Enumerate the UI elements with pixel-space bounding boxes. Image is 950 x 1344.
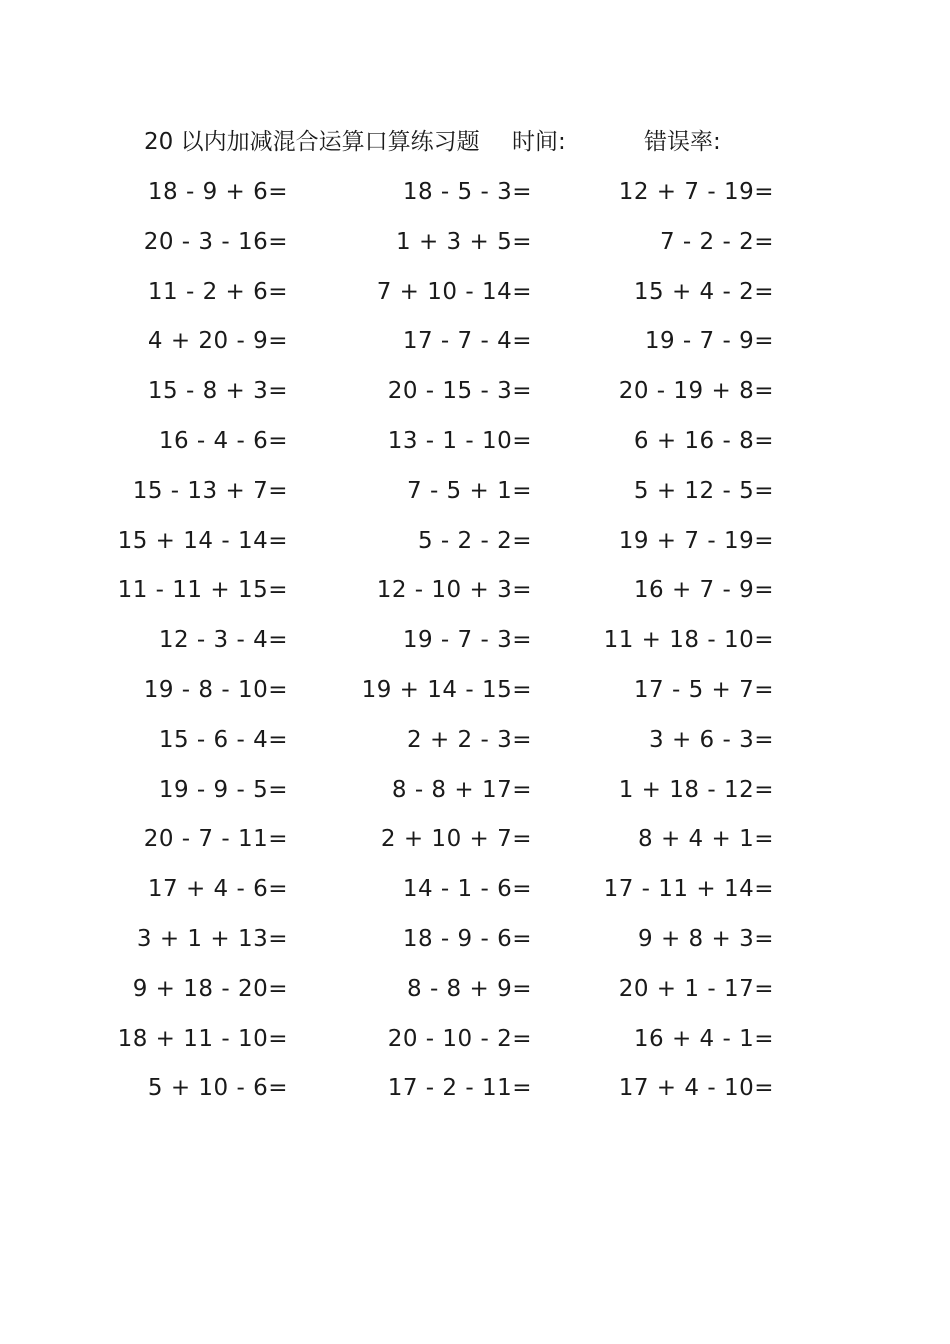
arithmetic-problem: 19 - 7 - 3= — [402, 627, 532, 654]
problem-row — [0, 869, 950, 919]
arithmetic-problem: 7 - 2 - 2= — [659, 228, 774, 255]
arithmetic-problem: 12 + 7 - 19= — [618, 179, 774, 205]
arithmetic-problem: 7 + 10 - 14= — [376, 278, 532, 305]
arithmetic-problem: 20 - 3 - 16= — [143, 228, 288, 255]
arithmetic-problem: 7 - 5 + 1= — [407, 477, 532, 504]
arithmetic-problem: 17 + 4 - 10= — [618, 1075, 774, 1102]
arithmetic-problem: 3 + 6 - 3= — [649, 726, 774, 753]
error-rate-label: 错误率: — [644, 129, 721, 155]
arithmetic-problem: 6 + 16 - 8= — [633, 427, 774, 454]
problem-row — [0, 770, 950, 820]
arithmetic-problem: 3 + 1 + 13= — [136, 925, 288, 952]
arithmetic-problem: 20 - 15 - 3= — [387, 378, 532, 405]
problem-row — [0, 670, 950, 720]
arithmetic-problem: 13 - 1 - 10= — [387, 427, 532, 454]
arithmetic-problem: 5 + 10 - 6= — [147, 1075, 288, 1102]
arithmetic-problem: 8 - 8 + 17= — [391, 776, 532, 803]
arithmetic-problem: 17 - 5 + 7= — [633, 676, 774, 703]
problem-row — [0, 172, 950, 222]
arithmetic-problem: 8 + 4 + 1= — [638, 826, 774, 853]
arithmetic-problem: 1 + 18 - 12= — [618, 776, 774, 803]
problem-row — [0, 1068, 950, 1118]
arithmetic-problem: 19 + 14 - 15= — [361, 676, 532, 703]
arithmetic-problem: 5 - 2 - 2= — [417, 527, 532, 554]
arithmetic-problem: 19 - 8 - 10= — [143, 676, 288, 703]
problem-row — [0, 570, 950, 620]
problem-row — [0, 919, 950, 969]
arithmetic-problem: 4 + 20 - 9= — [147, 328, 288, 355]
problem-row — [0, 521, 950, 571]
problem-row — [0, 720, 950, 770]
arithmetic-problem: 11 + 18 - 10= — [603, 627, 774, 654]
arithmetic-problem: 20 - 10 - 2= — [387, 1025, 532, 1052]
arithmetic-problem: 18 - 9 + 6= — [147, 179, 288, 205]
arithmetic-problem: 16 + 7 - 9= — [633, 577, 774, 604]
arithmetic-problem: 5 + 12 - 5= — [633, 477, 774, 504]
problem-row — [0, 819, 950, 869]
problem-row — [0, 969, 950, 1019]
problem-row — [0, 421, 950, 471]
arithmetic-problem: 20 + 1 - 17= — [618, 975, 774, 1002]
arithmetic-problem: 15 - 13 + 7= — [132, 477, 288, 504]
arithmetic-problem: 9 + 18 - 20= — [132, 975, 288, 1002]
arithmetic-problem: 1 + 3 + 5= — [396, 228, 532, 255]
arithmetic-problem: 20 - 19 + 8= — [618, 378, 774, 405]
arithmetic-problem: 20 - 7 - 11= — [143, 826, 288, 853]
arithmetic-problem: 16 - 4 - 6= — [158, 427, 288, 454]
arithmetic-problem: 15 - 8 + 3= — [147, 378, 288, 405]
arithmetic-problem: 2 + 2 - 3= — [407, 726, 532, 753]
problem-row — [0, 222, 950, 272]
arithmetic-problem: 12 - 3 - 4= — [158, 627, 288, 654]
arithmetic-problem: 19 - 7 - 9= — [644, 328, 774, 355]
problem-row — [0, 471, 950, 521]
arithmetic-problem: 18 - 5 - 3= — [402, 179, 532, 205]
arithmetic-problem: 8 - 8 + 9= — [407, 975, 532, 1002]
arithmetic-problem: 17 - 11 + 14= — [603, 876, 774, 903]
arithmetic-problem: 12 - 10 + 3= — [376, 577, 532, 604]
problem-grid — [0, 172, 950, 1118]
arithmetic-problem: 18 + 11 - 10= — [117, 1025, 288, 1052]
worksheet-title: 20 以内加减混合运算口算练习题 — [144, 129, 480, 155]
arithmetic-problem: 15 + 14 - 14= — [117, 527, 288, 554]
time-label: 时间: — [512, 129, 566, 155]
arithmetic-problem: 11 - 2 + 6= — [147, 278, 288, 305]
arithmetic-problem: 17 - 7 - 4= — [402, 328, 532, 355]
arithmetic-problem: 9 + 8 + 3= — [638, 925, 774, 952]
arithmetic-problem: 15 + 4 - 2= — [633, 278, 774, 305]
arithmetic-problem: 19 - 9 - 5= — [158, 776, 288, 803]
problem-row — [0, 620, 950, 670]
problem-row — [0, 272, 950, 322]
arithmetic-problem: 2 + 10 + 7= — [380, 826, 532, 853]
problem-row — [0, 321, 950, 371]
arithmetic-problem: 16 + 4 - 1= — [633, 1025, 774, 1052]
arithmetic-problem: 18 - 9 - 6= — [402, 925, 532, 952]
arithmetic-problem: 17 - 2 - 11= — [387, 1075, 532, 1102]
arithmetic-problem: 15 - 6 - 4= — [158, 726, 288, 753]
arithmetic-problem: 17 + 4 - 6= — [147, 876, 288, 903]
arithmetic-problem: 11 - 11 + 15= — [117, 577, 288, 604]
problem-row — [0, 1019, 950, 1069]
arithmetic-problem: 14 - 1 - 6= — [402, 876, 532, 903]
problem-row — [0, 371, 950, 421]
arithmetic-problem: 19 + 7 - 19= — [618, 527, 774, 554]
